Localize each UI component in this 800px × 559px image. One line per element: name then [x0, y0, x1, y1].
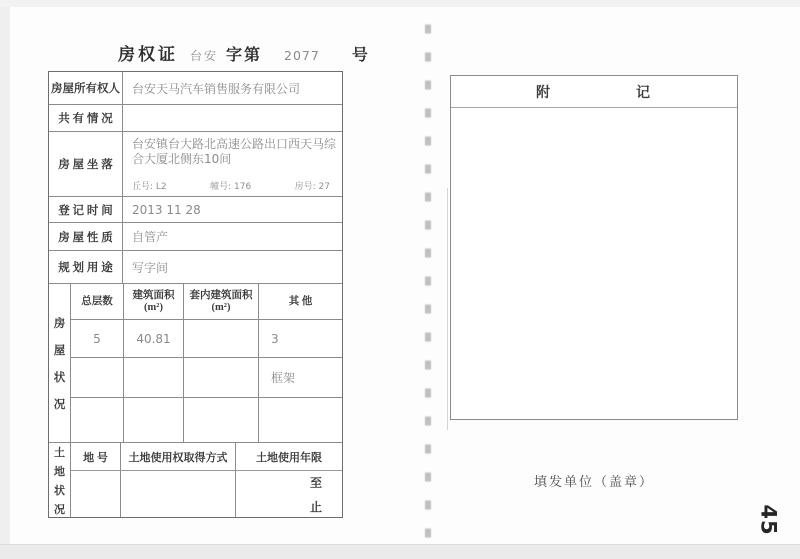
row-house-nature: [49, 223, 342, 251]
house-status-data-row: [71, 398, 342, 442]
house-status-side-label: [49, 284, 71, 442]
building-number-key: 幢号:: [210, 182, 232, 192]
location-address: 台安镇台大路北高速公路出口西天马综合大厦北侧东10间: [132, 137, 337, 166]
row-owner: [49, 72, 342, 105]
row-planned-use: [49, 251, 342, 284]
house-status-grid: [71, 284, 342, 442]
side-char: 屋: [53, 344, 66, 357]
location-value-cell: [123, 132, 342, 196]
side-char: 地: [54, 465, 65, 478]
side-char: 状: [53, 371, 66, 384]
land-status-section: [49, 443, 342, 517]
room-number: [295, 179, 330, 192]
cell: [259, 398, 342, 442]
cell: [124, 398, 184, 442]
land-term-value: [236, 471, 342, 517]
cell: [71, 398, 124, 442]
annex-body-empty: [451, 108, 737, 419]
annex-title: [451, 76, 737, 108]
building-number: [210, 179, 251, 192]
cert-number-stamp: 2077: [284, 48, 320, 63]
house-status-section: [49, 284, 342, 443]
cell: [184, 398, 259, 442]
registration-date-value: 2013 11 28: [132, 202, 201, 217]
cert-hao-label: 号: [351, 47, 368, 64]
header-land-term: 土地使用年限: [256, 451, 322, 464]
header-building-area: 建筑面积 (m²): [124, 284, 184, 319]
cert-type-label: 房权证: [118, 45, 178, 64]
row-co-ownership: [49, 105, 342, 132]
house-nature-value: 自管产: [132, 230, 169, 244]
other-value-2: 框架: [271, 371, 296, 385]
term-end: 止: [309, 499, 322, 514]
total-floors-value: 5: [71, 320, 124, 357]
cell: [184, 358, 259, 397]
side-char: 土: [54, 446, 65, 459]
gutter-index-marks: [425, 6, 431, 543]
side-char: 况: [54, 503, 65, 516]
land-status-side-label: [49, 443, 71, 517]
house-status-header-row: [71, 284, 342, 320]
annex-title-right: 记: [636, 85, 652, 101]
page-number: 45: [756, 504, 781, 536]
term-to: 至: [309, 475, 322, 490]
room-number-value: 27: [318, 182, 330, 192]
land-acquisition-value: [121, 471, 236, 517]
scan-edge-bottom: [0, 544, 800, 559]
header-other: 其 他: [288, 295, 313, 307]
scan-edge-left: [0, 0, 10, 559]
header-land-acquisition: 土地使用权取得方式: [121, 443, 236, 470]
row-location: [49, 132, 342, 197]
land-number-value: [71, 471, 121, 517]
property-form-table: [48, 71, 343, 518]
location-sub-numbers: [132, 179, 336, 193]
certificate-title: [118, 40, 368, 65]
room-number-key: 房号:: [294, 182, 316, 192]
side-char: 况: [53, 398, 66, 411]
issuing-unit-line: 填发单位（盖章）: [533, 474, 654, 489]
co-ownership-value: [123, 105, 342, 131]
co-ownership-label: 共 有 情 况: [49, 105, 123, 131]
planned-use-value: 写字间: [132, 260, 169, 275]
annex-box: [450, 75, 738, 420]
header-inner-area: 套内建筑面积 (m²): [184, 284, 259, 319]
land-status-body-row: [71, 471, 342, 517]
plot-number-value: L2: [155, 182, 167, 192]
side-char: 房: [53, 317, 66, 330]
header-total-floors: 总层数: [71, 284, 124, 319]
land-status-header-row: [71, 443, 342, 471]
other-value-1: 3: [271, 331, 279, 346]
row-registration-date: [49, 197, 342, 223]
header-land-number: 地 号: [71, 443, 121, 470]
cert-zidi-label: 字第: [226, 47, 263, 64]
house-status-data-row: [71, 358, 342, 398]
building-number-value: 176: [234, 182, 252, 192]
cert-region-stamp: 台安: [190, 49, 219, 63]
cell: [71, 358, 124, 397]
land-status-grid: [71, 443, 342, 517]
house-nature-label: 房 屋 性 质: [49, 223, 123, 250]
building-area-value: 40.81: [124, 320, 184, 357]
plot-number-key: 丘号:: [132, 182, 154, 192]
inner-area-value: [184, 320, 259, 357]
annex-title-left: 附: [536, 85, 552, 101]
owner-value: 台安天马汽车销售服务有限公司: [132, 81, 301, 96]
cell: [124, 358, 184, 397]
owner-label: 房屋所有权人: [49, 72, 123, 104]
location-label: 房 屋 坐 落: [49, 132, 123, 196]
house-status-data-row: [71, 320, 342, 358]
page-fold-line: [447, 188, 448, 430]
registration-date-label: 登 记 时 间: [49, 197, 123, 222]
side-char: 状: [54, 484, 65, 497]
plot-number: [132, 179, 167, 192]
planned-use-label: 规 划 用 途: [49, 251, 123, 283]
scan-edge-top: [0, 0, 800, 7]
